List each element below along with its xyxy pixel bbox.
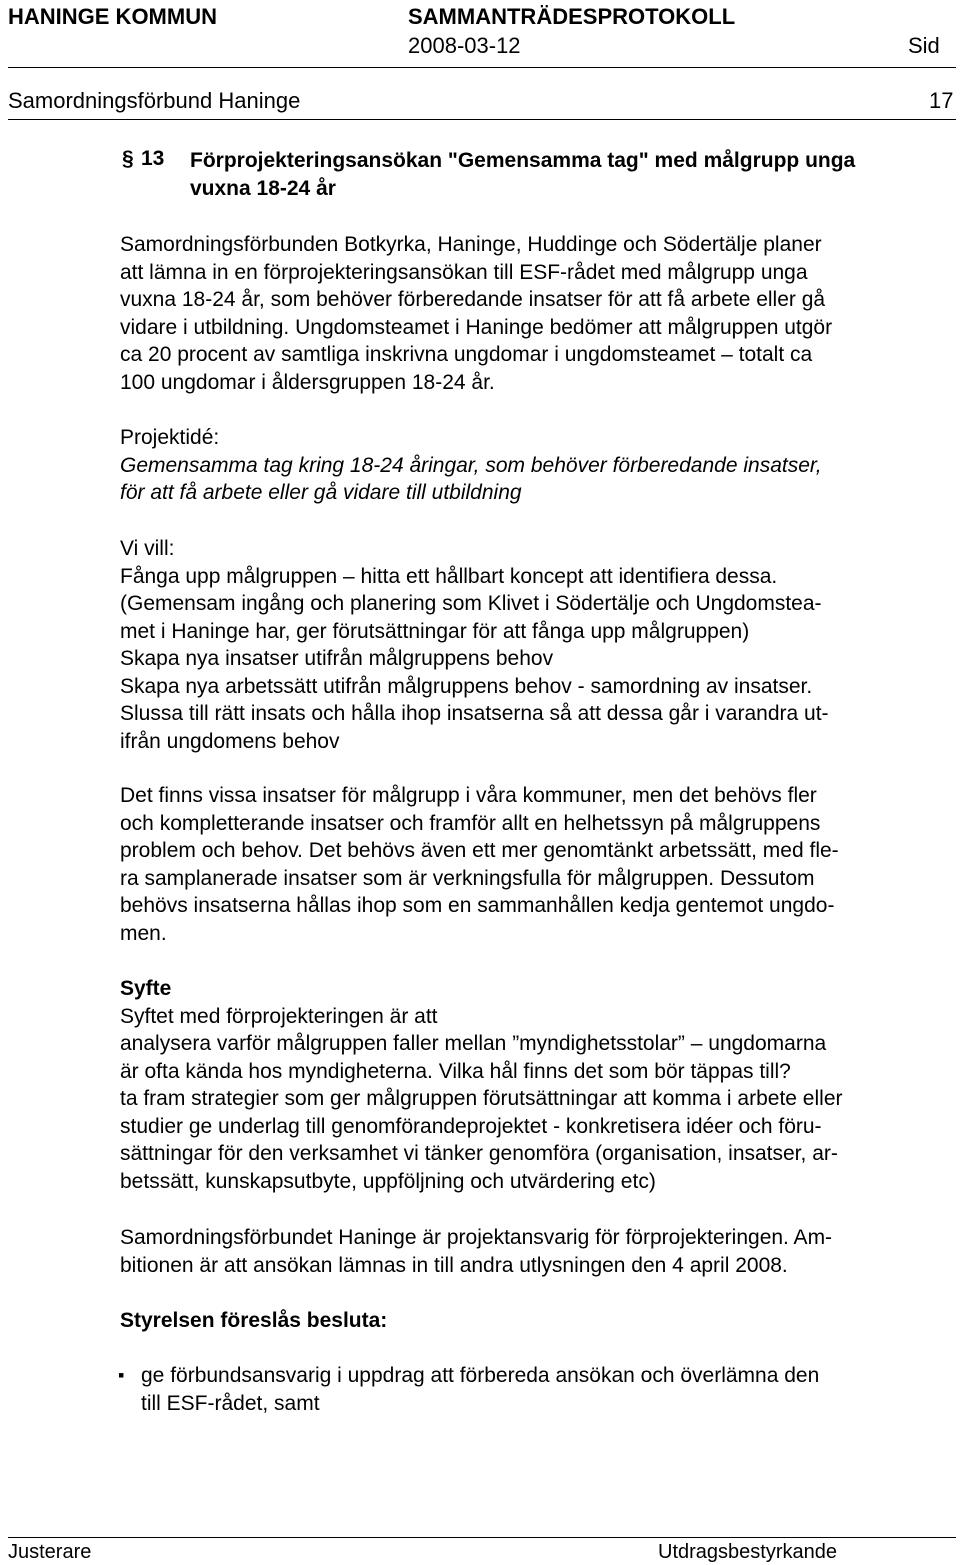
subheader-divider (8, 119, 956, 120)
decision-list-item (141, 1362, 941, 1417)
paragraph-line: men. (120, 921, 167, 945)
purpose-heading: Syfte (120, 977, 172, 1000)
paragraph-line: 100 ungdomar i åldersgruppen 18-24 år. (120, 370, 495, 394)
footer-certification-label: Utdragsbestyrkande (658, 1541, 837, 1563)
goals-heading: Vi vill: (120, 537, 175, 560)
goals-line: Skapa nya arbetssätt utifrån målgruppens behov - samordning av insatser. (120, 674, 813, 698)
paragraph-line: vuxna 18-24 år, som behöver förberedande insatser för att få arbete eller gå (120, 288, 826, 311)
meeting-date: 2008-03-12 (408, 33, 521, 58)
body-name: Samordningsförbund Haninge (8, 88, 301, 113)
header-divider (8, 67, 956, 68)
decision-heading-text: Styrelsen föreslås besluta: (120, 1309, 388, 1332)
paragraph-line: att lämna in en förprojekteringsansökan till ESF-rådet med målgrupp unga (120, 260, 808, 284)
goals-line: (Gemensam ingång och planering som Klivet i Södertälje och Ungdomstea- (120, 592, 822, 615)
decision-line: till ESF-rådet, samt (141, 1391, 320, 1415)
paragraph-line: problem och behov. Det behövs även ett mer genomtänkt arbetssätt, med fle- (120, 839, 839, 862)
paragraph-line: Samordningsförbunden Botkyrka, Haninge, Huddinge och Södertälje planer (120, 233, 822, 256)
bullet-marker: ▪ (118, 1365, 125, 1385)
project-idea-line: för att få arbete eller gå vidare till utbildning (120, 481, 522, 504)
goals-line: Slussa till rätt insats och hålla ihop insatserna så att dessa går i varandra ut- (120, 702, 829, 725)
intro-paragraph (120, 231, 950, 396)
purpose-section (120, 975, 950, 1195)
paragraph-line: vidare i utbildning. Ungdomsteamet i Haninge bedömer att målgruppen utgör (120, 315, 833, 339)
footer-signer-label: Justerare (8, 1541, 92, 1563)
item-number: 13 (141, 147, 165, 170)
page-label: Sid (908, 33, 940, 58)
project-idea-line: Gemensamma tag kring 18-24 åringar, som behöver förberedande insatser, (120, 453, 822, 477)
decision-line: ge förbundsansvarig i uppdrag att förbereda ansökan och överlämna den (141, 1364, 820, 1387)
section-mark: § (122, 147, 134, 170)
paragraph-line: bitionen är att ansökan lämnas in till andra utlysningen den 4 april 2008. (120, 1253, 788, 1277)
purpose-line: Syftet med förprojekteringen är att (120, 1004, 438, 1028)
item-title-line: Förprojekteringsansökan "Gemensamma tag" med målgrupp unga (190, 149, 856, 172)
goals-line: met i Haninge har, ger förutsättningar för att fånga upp målgruppen) (120, 619, 750, 643)
page-number: 17 (929, 88, 954, 113)
purpose-line: sättningar för den verksamhet vi tänker genomföra (organisation, insatser, ar- (120, 1142, 838, 1165)
purpose-line: betssätt, kunskapsutbyte, uppföljning och utvärdering etc) (120, 1169, 656, 1193)
paragraph-line: och kompletterande insatser och framför allt en helhetssyn på målgruppens (120, 811, 821, 835)
footer-divider (8, 1537, 956, 1538)
purpose-line: studier ge underlag till genomförandeprojektet - konkretisera idéer och föru- (120, 1114, 822, 1138)
document-type: SAMMANTRÄDESPROTOKOLL (408, 4, 736, 29)
responsibility-paragraph (120, 1224, 950, 1279)
project-idea-section (120, 424, 950, 507)
goals-section (120, 535, 950, 755)
need-paragraph (120, 782, 950, 947)
decision-heading (120, 1307, 950, 1335)
project-idea-heading: Projektidé: (120, 426, 220, 449)
purpose-line: är ofta kända hos myndigheterna. Vilka hål finns det som bör täppas till? (120, 1059, 791, 1083)
item-title (190, 147, 950, 202)
paragraph-line: ca 20 procent av samtliga inskrivna ungdomar i ungdomsteamet – totalt ca (120, 343, 813, 366)
paragraph-line: behövs insatserna hållas ihop som en sammanhållen kedja gentemot ungdo- (120, 894, 835, 917)
paragraph-line: ra samplanerade insatser som är verkningsfulla för målgruppen. Dessutom (120, 866, 815, 890)
purpose-line: analysera varför målgruppen faller mellan ”myndighetsstolar” – ungdomarna (120, 1032, 827, 1055)
paragraph-line: Samordningsförbundet Haninge är projektansvarig för förprojekteringen. Am- (120, 1226, 833, 1249)
goals-line: Fånga upp målgruppen – hitta ett hållbart koncept att identifiera dessa. (120, 564, 778, 588)
goals-line: Skapa nya insatser utifrån målgruppens behov (120, 647, 554, 670)
goals-line: ifrån ungdomens behov (120, 729, 340, 753)
org-name: HANINGE KOMMUN (8, 4, 217, 29)
purpose-line: ta fram strategier som ger målgruppen förutsättningar att komma i arbete eller (120, 1087, 843, 1110)
paragraph-line: Det finns vissa insatser för målgrupp i våra kommuner, men det behövs fler (120, 784, 817, 807)
item-title-line: vuxna 18-24 år (190, 176, 336, 200)
